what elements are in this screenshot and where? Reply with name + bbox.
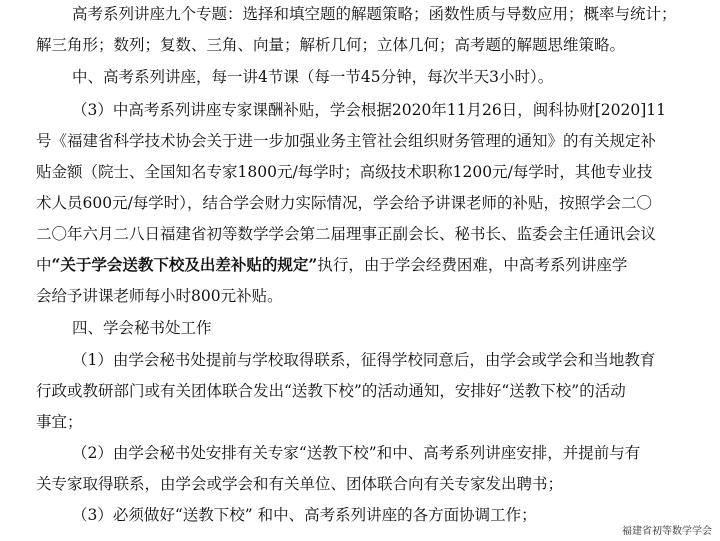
paragraph-line: （2）由学会秘书处安排有关专家“送教下校”和中、高考系列讲座安排，并提前与有 [72,444,641,462]
paragraph-line: 二〇年六月二八日福建省初等数学学会第二届理事正副会长、秘书长、监委会主任通讯会议 [36,225,657,243]
paragraph-line: 高考系列讲座九个专题：选择和填空题的解题策略；函数性质与导数应用；概率与统计； [72,5,677,23]
paragraph-line: 关专家取得联系，由学会或学会和有关单位、团体联合向有关专家发出聘书； [36,475,564,493]
paragraph-line: 贴金额（院士、全国知名专家1800元/每学时；高级技术职称1200元/每学时，其他专业技 [36,163,653,181]
paragraph-line: 中、高考系列讲座，每一讲4节课（每一节45分钟，每次半天3小时）。 [72,68,554,86]
footer-organization: 福建省初等数学学会 [622,526,712,537]
paragraph-line: 解三角形；数列；复数、三角、向量；解析几何；立体几何；高考题的解题思维策略。 [36,36,626,54]
paragraph-line: （1）由学会秘书处提前与学校取得联系，征得学校同意后，由学会或学会和当地教育 [72,351,656,369]
paragraph-line: 会给予讲课老师每小时800元补贴。 [36,287,283,305]
line-prefix: 中 [36,256,52,274]
paragraph-line: （3）必须做好“送教下校” 和中、高考系列讲座的各方面协调工作； [72,506,537,524]
paragraph-line: 事宜； [36,413,83,431]
paragraph-line: （3）中高考系列讲座专家课酬补贴，学会根据2020年11月26日，闽科协财[2020]11 [72,101,667,119]
paragraph-line: 行政或教研部门或有关团体联合发出“送教下校”的活动通知，安排好“送教下校”的活动 [36,382,626,400]
paragraph-line: 术人员600元/每学时），结合学会财力实际情况，学会给予讲课老师的补贴，按照学会二〇 [36,194,653,212]
line-suffix: 执行，由于学会经费困难，中高考系列讲座学 [317,256,628,274]
regulation-title-bold: “关于学会送教下校及出差补贴的规定” [51,255,318,274]
section-heading: 四、学会秘书处工作 [72,319,212,337]
paragraph-line: 号《福建省科学技术协会关于进一步加强业务主管社会组织财务管理的通知》的有关规定补 [36,132,657,150]
paragraph-line [36,255,686,275]
